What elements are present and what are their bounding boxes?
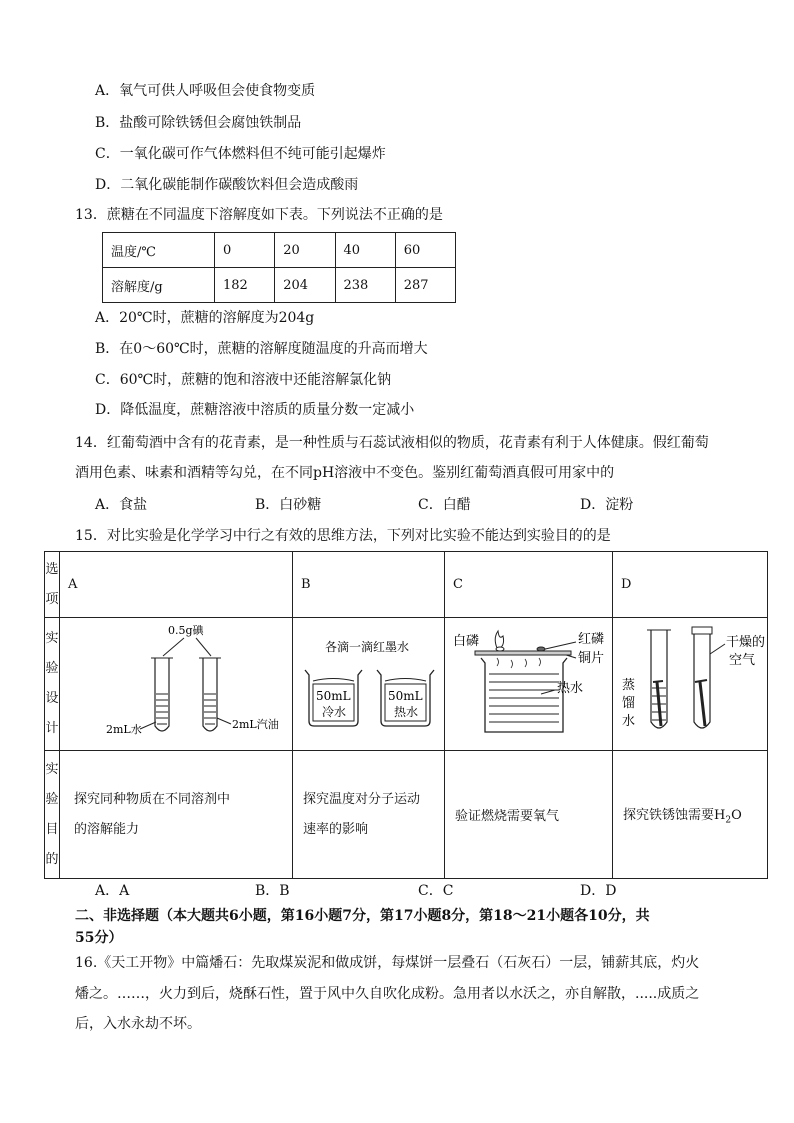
purpose-text: 探究同种物质在不同溶剂中 [74,791,231,807]
q15-stem: 15．对比实验是化学学习中行之有效的思维方法，下列对比实验不能达到实验目的的是 [75,528,611,544]
table-cell: 温度/℃ [103,233,215,268]
beaker-cold [305,670,362,726]
leader-line [217,718,231,724]
row-label-design [45,618,60,751]
purpose-text: 验证燃烧需要氧气 [455,809,560,824]
leader-line [541,642,576,650]
diagram-c-combustion [445,618,612,746]
q12-option-c: C．一氧化碳可作气体燃料但不纯可能引起爆炸 [95,146,386,162]
diagram-d-cell [613,618,768,751]
q14-option-d: D．淀粉 [580,497,634,513]
row-label-purpose [45,751,60,879]
col-header-b: B [293,552,445,618]
label-hot-volume: 50mL [388,689,423,703]
label-dry-air-2: 空气 [729,653,756,668]
beaker [481,658,567,732]
q14-stem-line1: 14．红葡萄酒中含有的花青素，是一种性质与石蕊试液相似的物质，花青素有利于人体健康。假红葡萄 [75,435,709,451]
q12-option-b: B．盐酸可除铁锈但会腐蚀铁制品 [95,115,302,131]
diagram-d-iron-rust [613,618,767,746]
col-header-a: A [60,552,293,618]
test-tube-water [151,658,173,731]
row-label-text: 选项 [45,561,59,607]
q12-option-a: A．氧气可供人呼吸但会使食物变质 [95,83,316,99]
label-ink-drop: 各滴一滴红墨水 [325,640,410,654]
label-distilled-3: 水 [622,714,636,729]
purpose-text: 的溶解能力 [74,821,140,837]
leader-line [710,644,725,654]
label-cold-water: 冷水 [322,705,347,719]
purpose-text: 探究温度对分子运动 [303,791,421,807]
purpose-b [293,751,445,879]
q13-option-b: B．在0～60℃时，蔗糖的溶解度随温度的升高而增大 [95,341,428,357]
label-dry-air-1: 干燥的 [726,635,766,650]
steam [497,658,541,668]
table-cell: 60 [395,233,455,268]
label-hot-water: 热水 [557,681,584,696]
purpose-text: 探究铁锈蚀需要H [623,807,726,823]
q14-option-c: C．白醋 [418,497,471,513]
purpose-text: O [731,807,742,823]
table-cell: 204 [275,268,335,303]
diagram-a-iodine-solvents [60,618,292,746]
beaker-hot [377,670,434,726]
leader-line [541,690,555,694]
purpose-c [445,751,613,879]
section2-heading-line2: 55分） [75,930,123,946]
section2-heading-line1: 二、非选择题（本大题共6小题，第16小题7分，第17小题8分，第18～21小题各10分，共 [75,908,650,924]
table-row [103,233,456,268]
table-cell: 238 [335,268,395,303]
table-cell: 287 [395,268,455,303]
label-red-phosphorus: 红磷 [578,632,605,647]
row-label-text: 实验目的 [45,761,59,867]
q16-line1: 16.《天工开物》中篇燔石：先取煤炭泥和做成饼，每煤饼一层叠石（石灰石）一层，铺薪其底，灼火 [75,955,700,971]
label-distilled-1: 蒸 [622,678,636,693]
q14-stem-line2: 酒用色素、味素和酒精等勾兑，在不同pH溶液中不变色。鉴别红葡萄酒真假可用家中的 [75,465,615,481]
test-tube-gasoline [199,658,221,731]
leader-line [163,638,184,656]
table-row [45,618,768,751]
test-tube-distilled-water [647,630,671,728]
q14-option-a: A．食盐 [95,497,148,513]
label-cold-volume: 50mL [316,689,351,703]
test-tube-dry-air [692,627,712,728]
diagram-b-cell [293,618,445,751]
q13-option-a: A．20℃时，蔗糖的溶解度为204g [95,310,315,326]
q16-line2: 燔之。……，火力到后，烧酥石性，置于风中久自吹化成粉。急用者以水沃之，亦自解散，.....成质之 [75,986,700,1002]
row-label-option [45,552,60,618]
copper-sheet [475,651,571,655]
q15-option-a: A．A [95,883,130,899]
subscript: 2 [725,815,732,826]
label-distilled-2: 馏 [622,696,636,711]
table-cell: 40 [335,233,395,268]
q16-line3: 后，入水永劫不坏。 [75,1016,201,1032]
q15-option-b: B．B [255,883,290,899]
stopper [692,627,712,634]
q13-solubility-table [102,232,456,303]
label-water: 2mL水 [106,723,142,736]
diagram-b-ink-diffusion [293,618,444,746]
label-white-phosphorus: 白磷 [453,634,480,649]
table-cell: 20 [275,233,335,268]
purpose-a [60,751,293,879]
diagram-c-cell [445,618,613,751]
col-header-d: D [613,552,768,618]
label-iodine: 0.5g碘 [168,624,204,637]
col-header-c: C [445,552,613,618]
q14-option-b: B．白砂糖 [255,497,322,513]
table-cell: 溶解度/g [103,268,215,303]
iron-nail [657,682,661,726]
leader-line [196,638,211,656]
table-row [103,268,456,303]
red-phosphorus [537,647,545,651]
q13-option-d: D．降低温度，蔗糖溶液中溶质的质量分数一定减小 [95,402,415,418]
label-copper-sheet: 铜片 [578,651,605,666]
flame-icon [495,631,503,648]
q13-option-c: C．60℃时，蔗糖的饱和溶液中还能溶解氯化钠 [95,372,392,388]
table-row [45,751,768,879]
white-phosphorus [496,647,504,651]
q15-experiment-table [44,551,768,879]
q13-stem: 13．蔗糖在不同温度下溶解度如下表。下列说法不正确的是 [75,207,443,223]
iron-nail [700,682,705,726]
label-gasoline: 2mL汽油 [232,718,279,731]
q15-option-c: C．C [418,883,454,899]
row-label-text: 实验设计 [45,631,59,736]
leader-line [140,722,156,729]
q15-option-d: D．D [580,883,617,899]
purpose-d [613,751,768,879]
diagram-a-cell [60,618,293,751]
table-cell: 0 [215,233,275,268]
table-cell: 182 [215,268,275,303]
q12-option-d: D．二氧化碳能制作碳酸饮料但会造成酸雨 [95,177,359,193]
table-row [45,552,768,618]
label-hot-water: 热水 [394,705,419,719]
purpose-text: 速率的影响 [303,821,369,837]
